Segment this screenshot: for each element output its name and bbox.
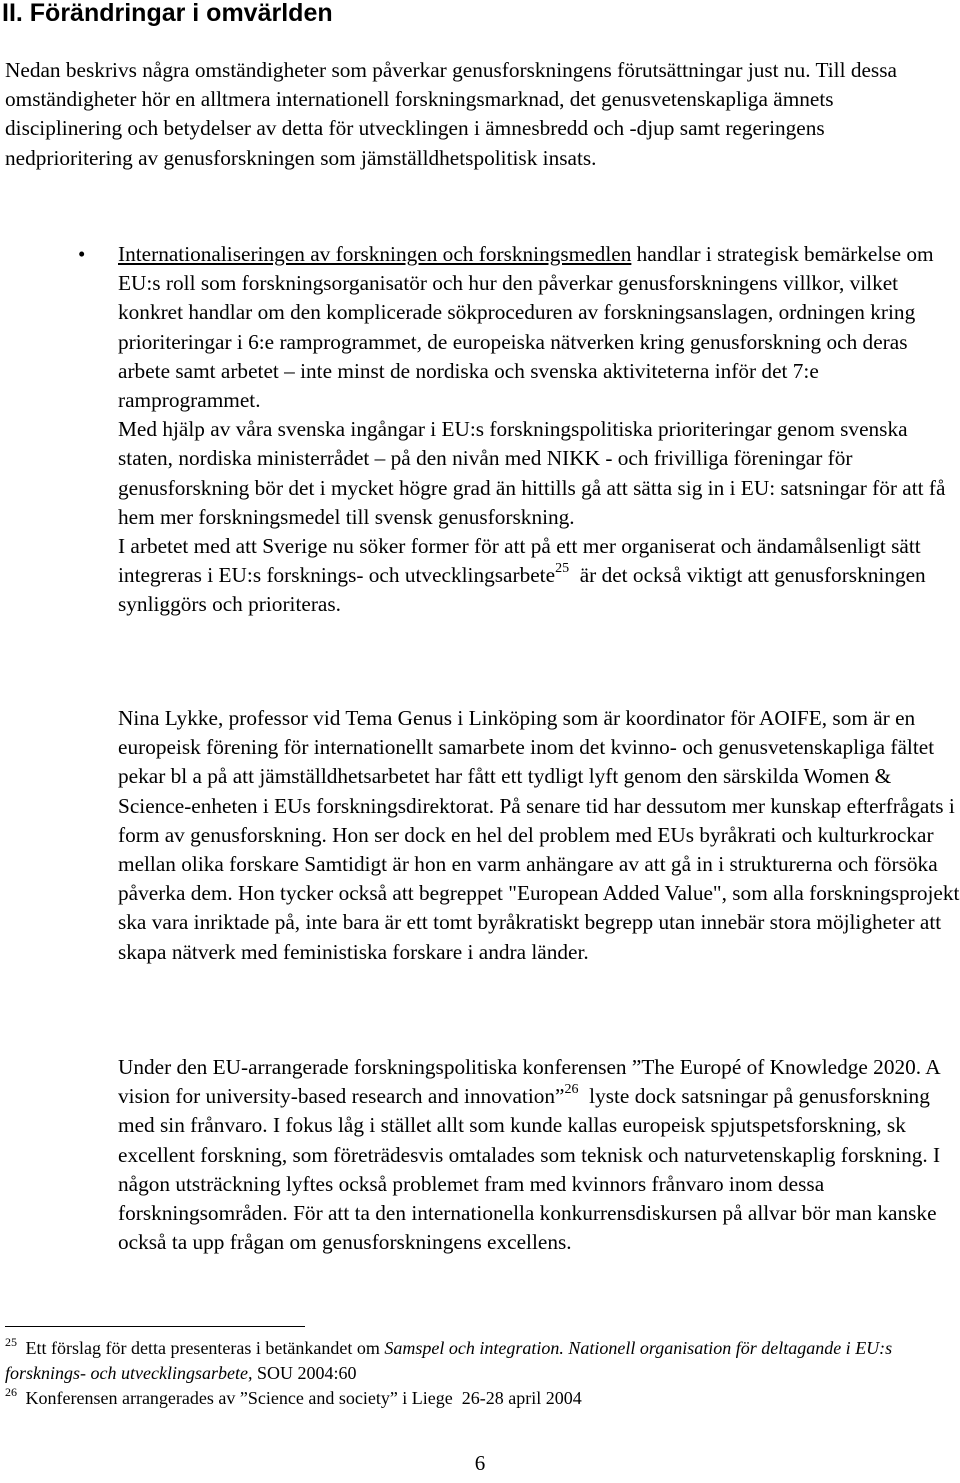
- footnotes: [5, 1336, 955, 1411]
- footnote-separator: [5, 1326, 305, 1327]
- section-heading: II. Förändringar i omvärlden: [2, 0, 333, 27]
- underlined-lead: Internationaliseringen av forskningen och forskningsmedlen: [118, 242, 632, 266]
- conference-text: Under den EU-arrangerade forskningspolitiska konferensen ”The Europé of Knowledge 2020. A vision for university-based research and innovation”: [118, 1055, 940, 1109]
- bullet-icon: •: [78, 242, 86, 266]
- bullet-p1-rest: handlar i strategisk bemärkelse om EU:s roll som forskningsorganisatör och hur den påverkar genusforskningens villkor, vilket konkret handlar om den komplicerade sökproceduren av forskningsanslagen, ordningen kring prioriteringar i 6:e ramprogrammet, de europeiska nätverken kring genusforskning och deras arbete samt arbetet – inte minst de nordiska och svenska aktiviteterna inför det 7:e ramprogrammet.: [118, 242, 934, 413]
- footnote-ref-26[interactable]: 26: [564, 1082, 579, 1098]
- bullet-p3-text: I arbetet med att Sverige nu söker former för att på ett mer organiserat och ändamålsenligt sätt integreras i EU:s forsknings- och utvecklingsarbete: [118, 534, 921, 588]
- lykke-paragraph: Nina Lykke, professor vid Tema Genus i Linköping som är koordinator för AOIFE, som är en europeisk förening för internationellt samarbete inom det kvinno- och genusvetenskapliga fältet pekar bl a på att jämställdhetsarbetet har fått ett tydligt lyft genom den särskilda Women & Science-enheten i EUs forskningsdirektorat. På senare tid har dessutom mer kunskap efterfrågats i form av genusforskning. Hon ser dock en hel del problem med EUs byråkrati och kulturkrockar mellan olika forskare Samtidigt är hon en varm anhängare av att gå in i strukturerna och försöka påverka dem. Hon tycker också att begreppet "European Added Value", som alla forskningsprojekt ska vara inriktade på, inte bara är ett tomt byråkratiskt begrepp utan innebär stora möjligheter att skapa nätverk med feministiska forskare i andra länder.: [118, 706, 960, 964]
- bullet-paragraph-2: Med hjälp av våra svenska ingångar i EU:s forskningspolitiska prioriteringar genom svenska staten, nordiska ministerrådet – på den nivån med NIKK - och frivilliga föreningar för genusforskning bör det i mycket högre grad än hittills gå att sätta sig in i EU: satsningar för att få hem mer forskningsmedel till svensk genusforskning.: [118, 417, 946, 529]
- conference-text-end: lyste dock satsningar på genusforskning med sin frånvaro. I fokus låg i stället allt som kunde kallas europeisk spjutspetsforskning, sk excellent forskning, som företrädesvis omtalades som teknisk och naturvetenskaplig forskning. I någon utsträckning lyftes också problemet fram med kvinnors frånvaro inom dessa forskningsområden. För att ta den internationella konkurrensdiskursen på allvar bör man kanske också ta upp frågan om genusforskningens excellens.: [118, 1084, 946, 1255]
- bullet-p3-text-end: är det också viktigt att genusforskningen synliggörs och prioriteras.: [118, 563, 932, 617]
- bullet-paragraph-1: [118, 240, 960, 415]
- footnote-text: Ett förslag för detta presenteras i betänkandet om: [25, 1338, 385, 1358]
- bullet-item: [118, 240, 960, 620]
- footnote-italic-title: Samspel och integration. Nationell organisation för deltagande i EU:s forsknings- och utvecklingsarbete,: [5, 1338, 893, 1383]
- conference-paragraph: [118, 1053, 960, 1257]
- footnote-text-end: SOU 2004:60: [252, 1363, 357, 1383]
- footnote-number: 26: [5, 1385, 17, 1399]
- intro-paragraph: Nedan beskrivs några omständigheter som påverkar genusforskningens förutsättningar just nu. Till dessa omständigheter hör en alltmera internationell forskningsmarknad, det genusvetenskapliga ämnets disciplinering och betydelser av detta för utvecklingen i ämnesbredd och -djup samt regeringens nedprioritering av genusforskningen som jämställdhetspolitisk insats.: [5, 58, 897, 170]
- footnote-25: [5, 1336, 955, 1386]
- footnote-26: [5, 1386, 955, 1411]
- footnote-text: Konferensen arrangerades av ”Science and society” i Liege 26-28 april 2004: [25, 1388, 582, 1408]
- page-number: 6: [474, 1451, 486, 1475]
- footnote-number: 25: [5, 1335, 17, 1349]
- footnote-ref-25[interactable]: 25: [555, 561, 570, 577]
- bullet-paragraph-3: [118, 532, 960, 620]
